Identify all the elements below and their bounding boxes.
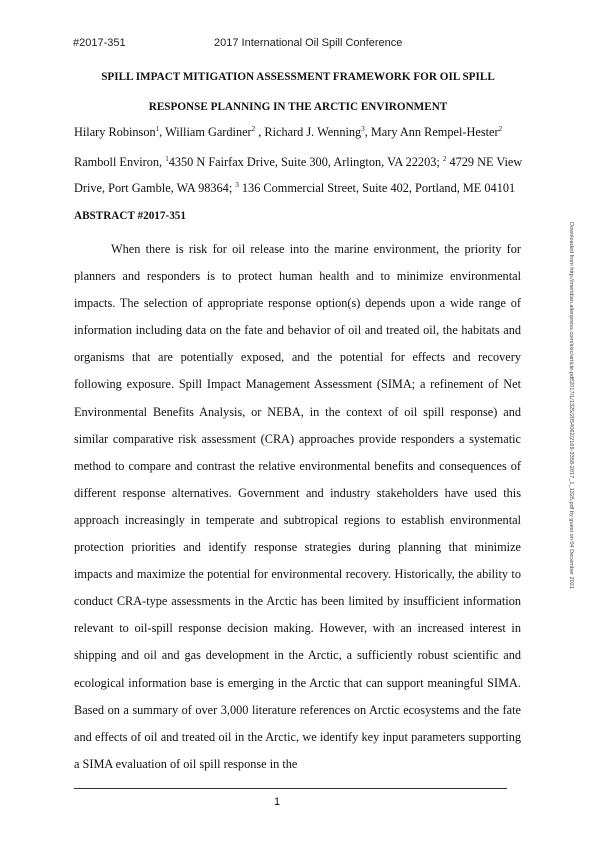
author-name: William Gardiner xyxy=(165,125,252,139)
conference-name: 2017 International Oil Spill Conference xyxy=(214,37,403,49)
author-affiliation-marker: 1 xyxy=(155,125,160,133)
affiliation-text: Ramboll Environ, xyxy=(74,155,166,169)
affiliation-line-1 xyxy=(74,155,521,170)
affiliation-marker: 2 xyxy=(442,155,447,163)
author-list xyxy=(74,125,521,140)
affiliation-text: 4729 NE View xyxy=(446,155,523,169)
author-name: Hilary Robinson xyxy=(74,125,156,139)
author-affiliation-marker: 3 xyxy=(361,125,365,133)
download-notice: Downloaded from http://meridian.allenpress.com/iosc/article-pdf/2017/1/1325/2054062/2169-3358-2017_1_1325.pdf by guest on 04 December 2021 xyxy=(568,222,574,589)
author-affiliation-marker: 2 xyxy=(251,125,256,133)
author-separator: , xyxy=(364,125,371,139)
paper-title-line-2: RESPONSE PLANNING IN THE ARCTIC ENVIRONMENT xyxy=(148,101,448,113)
author-separator: , xyxy=(255,125,265,139)
author-separator: , xyxy=(159,125,166,139)
abstract-body: When there is risk for oil release into the marine environment, the priority for planners and responders is to protect human health and to minimize environmental impacts. The selection of appropriate response option(s) depends upon a wide range of information including data on the fate and behavior of oil and treated oil, the habitats and organisms that are potentially exposed, and the potential for effects and recovery following exposure. Spill Impact Management Assessment (SIMA; a refinement of Net Environmental Benefits Analysis, or NEBA, in the context of oil spill response) and similar comparative risk assessment (CRA) approaches provide responders a systematic method to compare and contrast the relative environmental benefits and consequences of different response alternatives. Government and industry stakeholders have used this approach increasingly in temperate and subtropical regions to establish environmental protection priorities and identify response strategies during planning that minimize impacts and maximize the potential for environmental recovery. Historically, the ability to conduct CRA-type assessments in the Arctic has been limited by insufficient information relevant to oil-spill response decision making. However, with an increased interest in shipping and oil and gas development in the Arctic, a sufficiently robust scientific and ecological information base is emerging in the Arctic that can support meaningful SIMA. Based on a summary of over 3,000 literature references on Arctic ecosystems and the fate and effects of oil and treated oil in the Arctic, we identify key input parameters supporting a SIMA evaluation of oil spill response in the xyxy=(74,242,521,771)
download-watermark xyxy=(566,222,576,642)
affiliation-text: 136 Commercial Street, Suite 402, Portland, ME 04101 xyxy=(238,181,516,195)
author-name: Mary Ann Rempel-Hester xyxy=(370,125,499,139)
paper-title-line-1: SPILL IMPACT MITIGATION ASSESSMENT FRAMEWORK FOR OIL SPILL xyxy=(101,71,495,83)
affiliation-line-2 xyxy=(74,181,521,196)
page-number: 1 xyxy=(273,796,281,808)
author-affiliation-marker: 2 xyxy=(498,125,503,133)
footer-divider xyxy=(74,788,507,789)
affiliation-marker: 3 xyxy=(235,181,239,189)
affiliation-text: Drive, Port Gamble, WA 98364; xyxy=(74,181,236,195)
author-name: Richard J. Wenning xyxy=(264,125,362,139)
affiliation-marker: 1 xyxy=(165,155,169,163)
affiliation-text: 4350 N Fairfax Drive, Suite 300, Arlington, VA 22203; xyxy=(168,155,443,169)
abstract-heading: ABSTRACT #2017-351 xyxy=(74,210,186,222)
document-id: #2017-351 xyxy=(73,37,126,49)
